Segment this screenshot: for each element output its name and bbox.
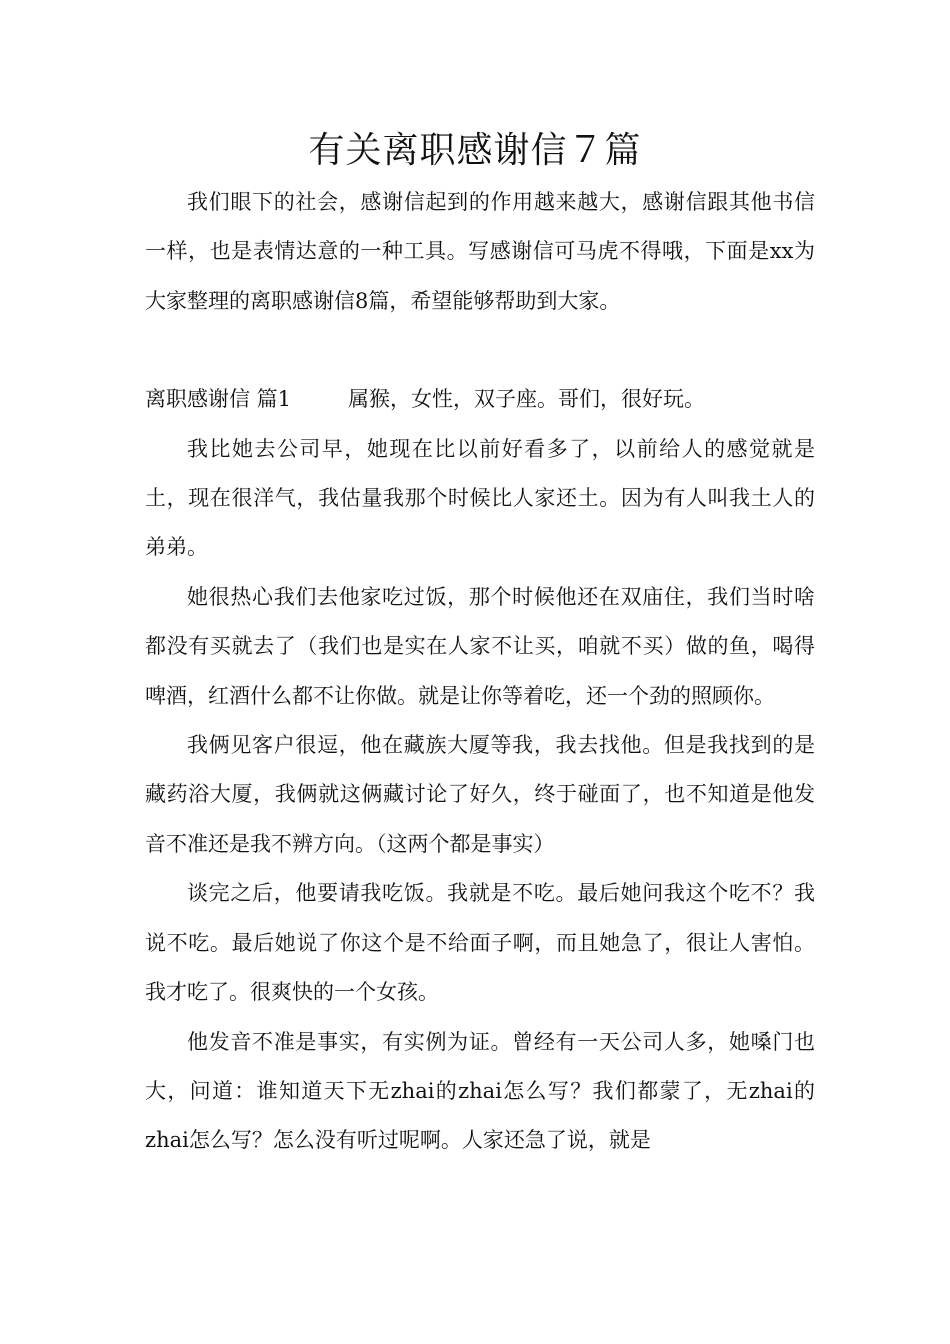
- intro-paragraph: 我们眼下的社会，感谢信起到的作用越来越大，感谢信跟其他书信一样，也是表情达意的一种工具。写感谢信可马虎不得哦，下面是xx为大家整理的离职感谢信8篇，希望能够帮助到大家。: [145, 190, 815, 313]
- section-heading-line: [145, 375, 815, 424]
- body-paragraph: 我俩见客户很逗，他在藏族大厦等我，我去找他。但是我找到的是藏药浴大厦，我俩就这俩藏讨论了好久，终于碰面了，也不知道是他发音不准还是我不辨方向。（这两个都是事实）: [145, 733, 815, 856]
- document-body: [145, 178, 815, 1166]
- body-paragraph: 谈完之后，他要请我吃饭。我就是不吃。最后她问我这个吃不？我说不吃。最后她说了你这个是不给面子啊，而且她急了，很让人害怕。我才吃了。很爽快的一个女孩。: [145, 881, 815, 1005]
- body-paragraph: 我比她去公司早，她现在比以前好看多了，以前给人的感觉就是土，现在很洋气，我估量我那个时候比人家还土。因为有人叫我土人的弟弟。: [145, 436, 815, 560]
- body-paragraph: 他发音不准是事实，有实例为证。曾经有一天公司人多，她嗓门也大，问道：谁知道天下无zhai的zhai怎么写？我们都蒙了，无zhai的zhai怎么写？怎么没有听过呢啊。人家还急了说，就是: [145, 1029, 815, 1153]
- document-title: 有关离职感谢信７篇: [308, 130, 642, 171]
- body-paragraph: 她很热心我们去他家吃过饭，那个时候他还在双庙住，我们当时啥都没有买就去了（我们也是实在人家不让买，咱就不买）做的鱼，喝得啤酒，红酒什么都不让你做。就是让你等着吃，还一个劲的照顾你。: [145, 584, 815, 708]
- section-heading: 离职感谢信 篇1: [145, 387, 292, 412]
- section-lead-text: 属猴，女性，双子座。哥们，很好玩。: [348, 387, 705, 412]
